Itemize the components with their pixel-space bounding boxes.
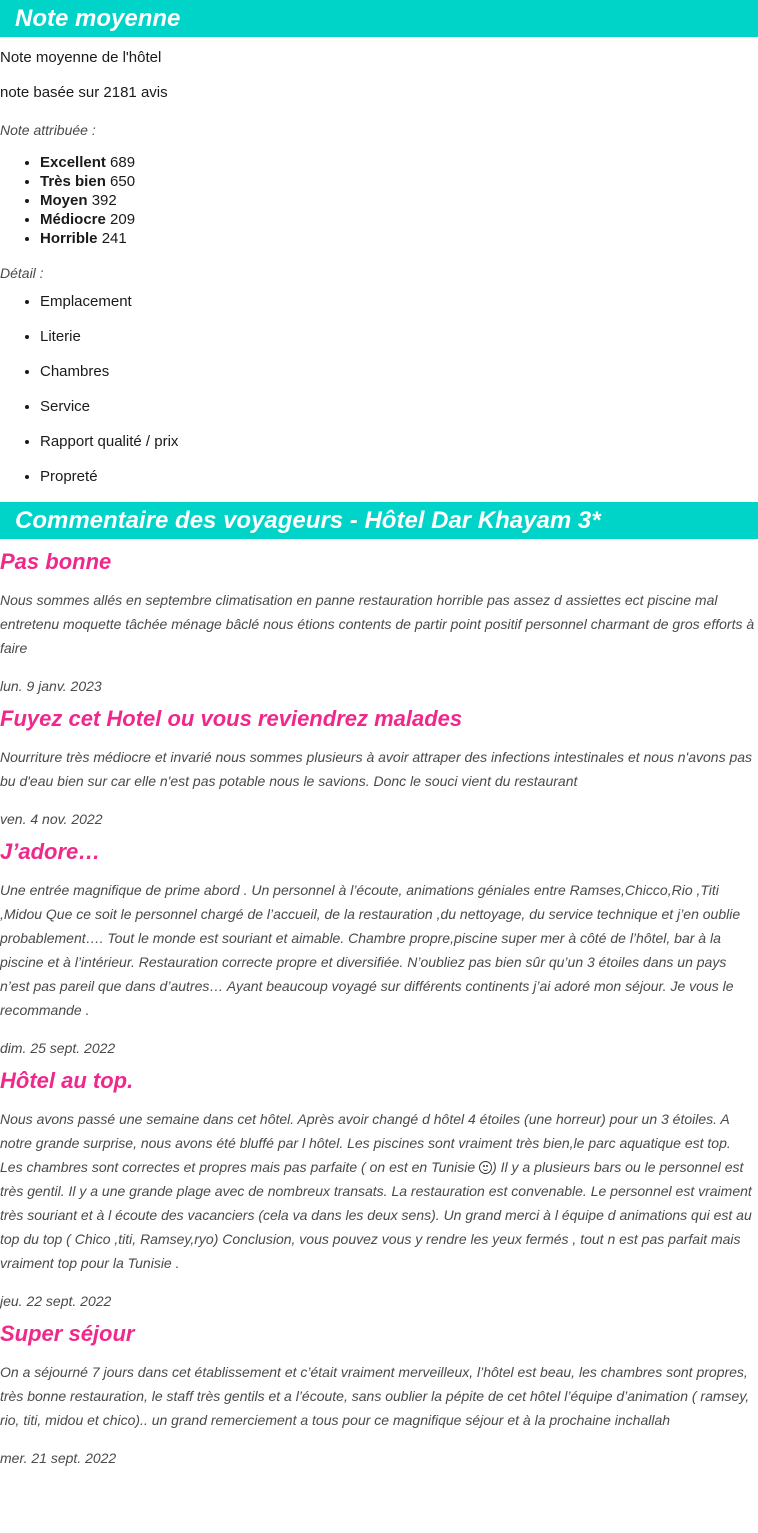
detail-item-emplacement: • Emplacement [40,292,758,312]
rating-item-mediocre [40,210,758,229]
review-body: Nourriture très médiocre et invarié nous sommes plusieurs à avoir attraper des infections intestinales et nous n'avons pas bu d'eau bien sur car elle n'est pas potable nous le savions. Donc le souci vient du restaurant [0,749,753,789]
review-date: jeu. 22 sept. 2022 [0,1293,112,1309]
detail-item-proprete: • Propreté [40,467,758,487]
detail-criteria-list [0,292,758,487]
rating-count: 392 [91,192,117,209]
review-date: lun. 9 janv. 2023 [0,678,102,694]
rating-item-moyen [40,191,758,210]
smiley-icon [479,1161,492,1174]
review-date: dim. 25 sept. 2022 [0,1040,116,1056]
review-body-part: Nous avons passé une semaine dans cet hôtel. Après avoir changé d hôtel 4 étoiles (une horreur) pour un 3 étoiles. A notre grande surprise, nous avons été bluffé par l hôtel. Les piscines sont vraiment très bien,le parc aquatique est top. Les chambres sont correctes et propres mais pas parfaite ( on est en Tunisie [0,1111,731,1175]
detail-item-chambres: • Chambres [40,362,758,382]
review-body: Une entrée magnifique de prime abord . Un personnel à l’écoute, animations géniales entre Ramses,Chicco,Rio ,Titi ,Midou Que ce soit le personnel chargé de l’accueil, de la restauration ,du nettoyage, du service technique et j’en oublie probablement…. Tout le monde est souriant et aimable. Chambre propre,piscine super mer à côté de l’hôtel, bar à la piscine et à l’intérieur. Restauration correcte propre et diversifiée. N’oubliez pas bien sûr qu’un 3 étoiles dans un pays n’est pas pareil que dans d’autres… Ayant beaucoup voyagé sur différents continents j’ai adoré mon séjour. Je vous le recommande . [0,882,741,1018]
rating-count: 241 [101,230,127,247]
rating-count: 209 [110,211,136,228]
detail-label: Détail : [0,265,44,281]
review-date: ven. 4 nov. 2022 [0,811,103,827]
rating-item-excellent [40,153,758,172]
rating-label: Horrible [40,230,98,247]
rating-label: Médiocre [40,211,106,228]
review-title: Fuyez cet Hotel ou vous reviendrez malades [0,706,463,731]
rating-breakdown-list [0,153,758,248]
review-title: Pas bonne [0,549,112,574]
rating-count: 689 [110,154,136,171]
average-rating-text: Note moyenne de l'hôtel [0,49,162,66]
attributed-rating-label: Note attribuée : [0,122,96,138]
review-title: J’adore… [0,839,101,864]
review-date: mer. 21 sept. 2022 [0,1450,117,1466]
review-count-text: note basée sur 2181 avis [0,84,168,101]
rating-label: Moyen [40,192,88,209]
review-item [0,547,758,696]
rating-item-tres-bien [40,172,758,191]
review-body: Nous sommes allés en septembre climatisation en panne restauration horrible pas assez d assiettes ect piscine mal entretenu moquette tâchée ménage bâclé nous étions contents de partir point positif personnel charmant de gros efforts à faire [0,592,755,656]
rating-label: Excellent [40,154,106,171]
review-body [0,1107,758,1275]
review-title: Super séjour [0,1321,135,1346]
review-item [0,837,758,1058]
review-title: Hôtel au top. [0,1068,134,1093]
detail-item-literie: • Literie [40,327,758,347]
rating-label: Très bien [40,173,106,190]
average-rating-header: Note moyenne [0,0,758,37]
detail-item-rapport-qualite-prix: • Rapport qualité / prix [40,432,758,452]
traveler-reviews-header: Commentaire des voyageurs - Hôtel Dar Khayam 3* [0,502,758,539]
review-item [0,1319,758,1468]
review-body: On a séjourné 7 jours dans cet établissement et c’était vraiment merveilleux, l’hôtel est beau, les chambres sont propres, très bonne restauration, le staff très gentils et a l’écoute, sans oublier la pépite de cet hôtel l’équipe d’animation ( ramsey, rio, titi, midou et chico).. un grand remerciement a tous pour ce magnifique séjour et à la prochaine inchallah [0,1364,750,1428]
review-body-part: ) Il y a plusieurs bars ou le personnel est très gentil. Il y a une grande plage avec de nombreux transats. La restauration est convenable. Le personnel est vraiment très souriant et à l écoute des vacanciers (cela va dans les deux sens). Un grand merci à l équipe d animations qui est au top du top ( Chico ,titi, Ramsey,ryo) Conclusion, vous pouvez vous y rendre les yeux fermés , tout n est pas parfait mais vraiment top pour la Tunisie . [0,1159,752,1271]
rating-item-horrible [40,229,758,248]
rating-count: 650 [110,173,136,190]
detail-item-service: • Service [40,397,758,417]
review-item [0,704,758,829]
review-item [0,1066,758,1311]
